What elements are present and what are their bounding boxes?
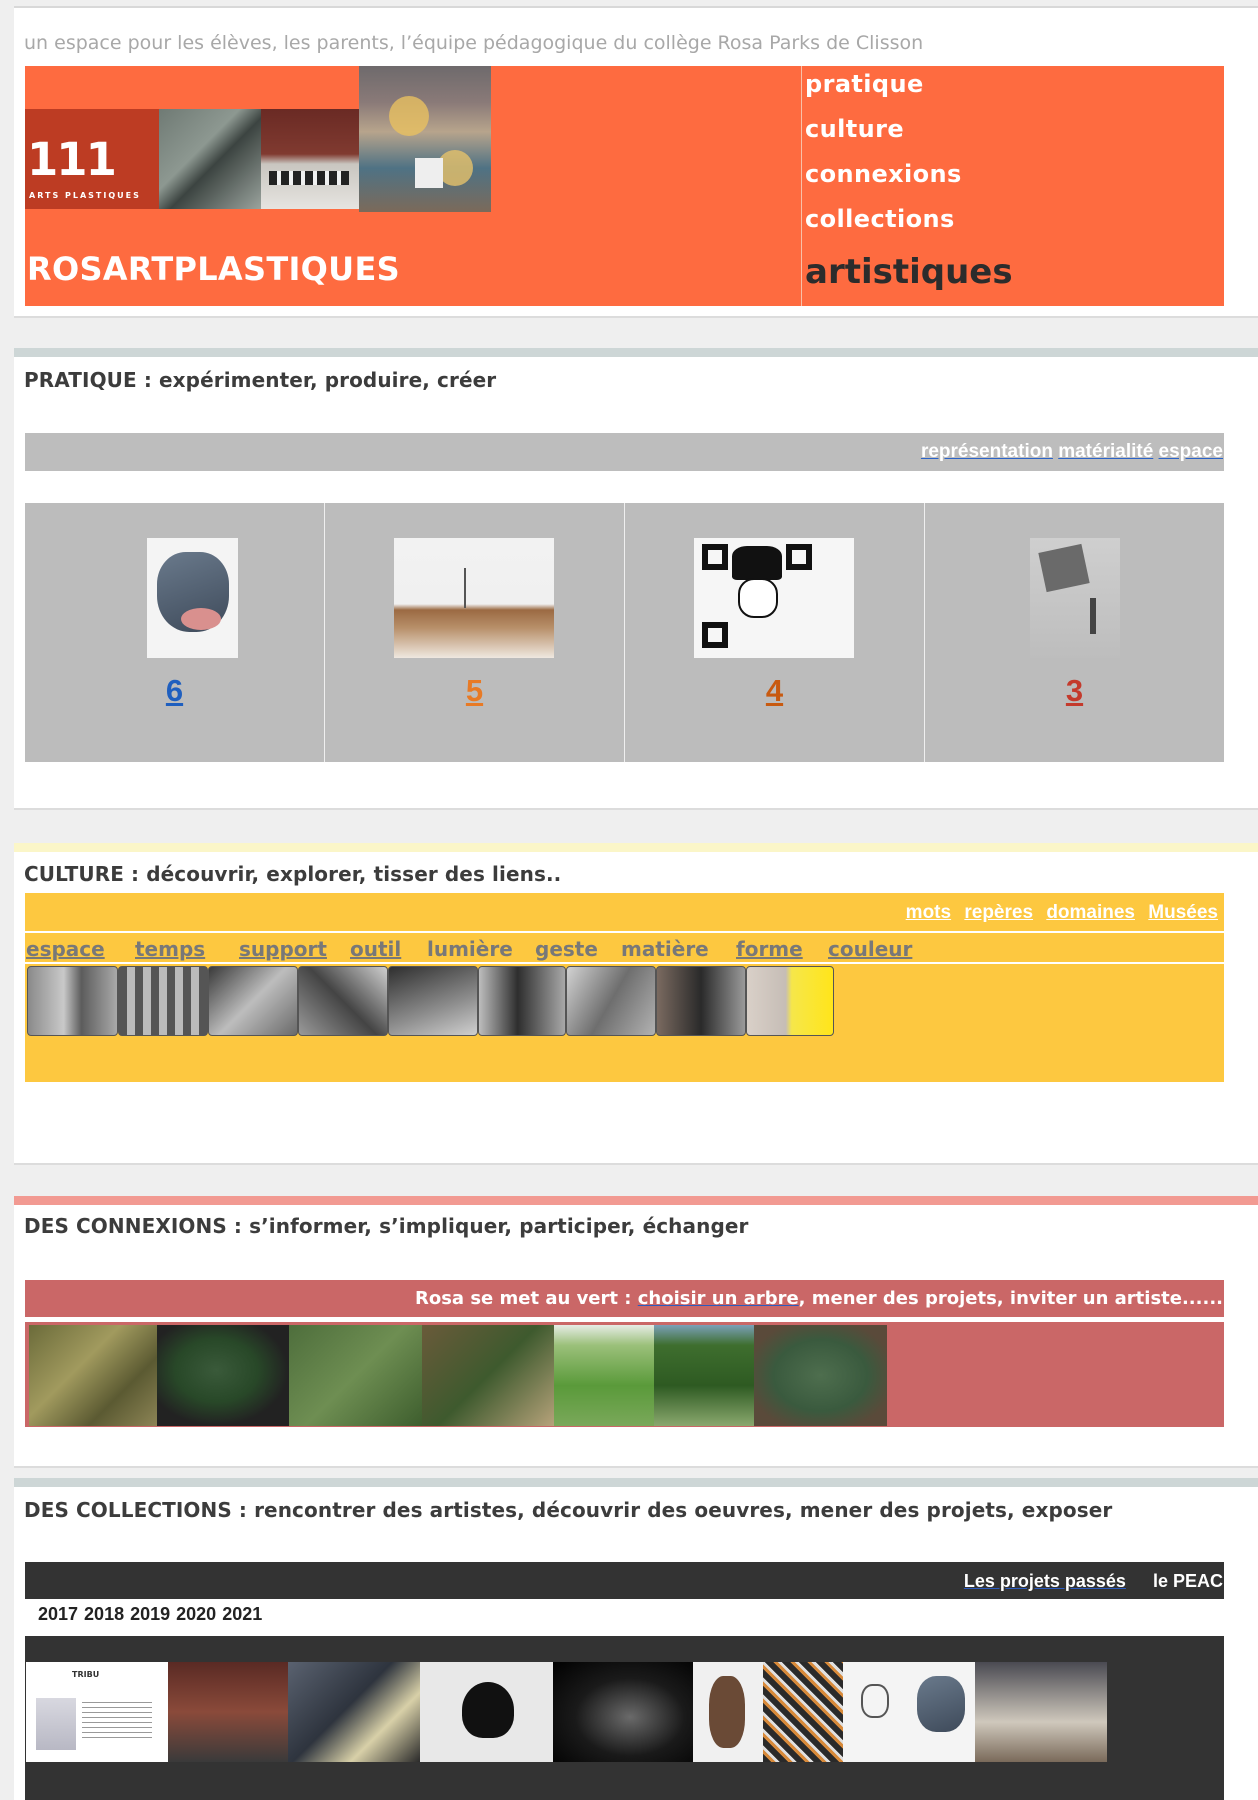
link-projets-passes[interactable]: Les projets passés <box>963 1571 1126 1591</box>
link-domaines[interactable]: domaines <box>1046 902 1136 923</box>
year-2019[interactable]: 2019 <box>130 1604 171 1624</box>
year-2021[interactable]: 2021 <box>222 1604 263 1624</box>
connexions-bar-text <box>415 1288 1223 1309</box>
logo-subtitle: ARTS PLASTIQUES <box>29 191 141 200</box>
link-musees[interactable]: Musées <box>1148 902 1218 923</box>
link-espace[interactable]: espace <box>1158 441 1223 462</box>
hero-photo-shadows <box>159 109 261 209</box>
hero-nav <box>801 66 1224 306</box>
connexions-prefix: Rosa se met au vert : <box>414 1288 638 1309</box>
cat-matiere[interactable]: matière <box>621 937 709 961</box>
photo-dog-drawing[interactable] <box>843 1662 907 1762</box>
photo-night-animal[interactable] <box>553 1662 693 1762</box>
culture-bar <box>25 893 1224 931</box>
section-title: DES COLLECTIONS : rencontrer des artistes, découvrir des oeuvres, mener des projets, exposer <box>24 1498 1113 1522</box>
hero-photo-gallery <box>261 109 359 209</box>
photo-workshop[interactable] <box>422 1325 554 1426</box>
photo-tribu-flyer[interactable] <box>26 1662 168 1762</box>
thumb-outil[interactable] <box>298 966 388 1036</box>
collections-photo-strip <box>26 1662 1107 1762</box>
level-card-3[interactable] <box>925 503 1224 762</box>
photo-lettering[interactable] <box>763 1662 843 1762</box>
link-choisir-un-arbre[interactable]: choisir un arbre <box>637 1288 799 1309</box>
photo-land-art[interactable] <box>29 1325 157 1426</box>
hero-collage[interactable] <box>25 66 800 306</box>
tribu-label: TRIBU <box>72 1670 100 1679</box>
nav-culture[interactable]: culture <box>805 115 905 143</box>
hero-banner <box>25 66 1224 306</box>
photo-exhibit-room[interactable] <box>168 1662 288 1762</box>
section-pratique <box>14 348 1258 810</box>
logo-number: 111 <box>27 133 115 186</box>
photo-wood-head[interactable] <box>693 1662 763 1762</box>
ink-drawing-image <box>1030 538 1120 658</box>
link-mots[interactable]: mots <box>905 902 952 923</box>
cat-geste[interactable]: geste <box>535 937 598 961</box>
photo-silhouette[interactable] <box>420 1662 553 1762</box>
section-band <box>14 348 1258 357</box>
thumb-lumiere[interactable] <box>388 966 478 1036</box>
thumb-couleur[interactable] <box>746 966 834 1036</box>
link-reperes[interactable]: repères <box>964 902 1034 923</box>
section-title: CULTURE : découvrir, explorer, tisser des liens.. <box>24 862 562 886</box>
level-6-link[interactable]: 6 <box>165 673 184 708</box>
link-representation[interactable]: représentation <box>920 441 1053 462</box>
level-4-link[interactable]: 4 <box>765 673 784 708</box>
year-2020[interactable]: 2020 <box>176 1604 217 1624</box>
cat-forme[interactable]: forme <box>736 937 803 961</box>
photo-tree-2[interactable] <box>654 1325 754 1426</box>
photo-model-chess[interactable] <box>289 1325 422 1426</box>
thumb-temps[interactable] <box>118 966 208 1036</box>
sculpture-image <box>394 538 554 658</box>
culture-thumb-strip <box>27 966 834 1036</box>
connexions-photo-strip <box>29 1325 887 1426</box>
connexions-gallery <box>25 1322 1224 1427</box>
site-tagline: un espace pour les élèves, les parents, l’équipe pédagogique du collège Rosa Parks de Clisson <box>24 32 924 54</box>
year-2018[interactable]: 2018 <box>84 1604 125 1624</box>
photo-wolf-mask[interactable] <box>907 1662 975 1762</box>
section-band <box>14 843 1258 852</box>
cat-temps[interactable]: temps <box>135 937 206 961</box>
section-connexions <box>14 1196 1258 1468</box>
pratique-bar <box>25 433 1224 471</box>
culture-thumbs-area <box>25 964 1224 1082</box>
connexions-suffix: , mener des projets, inviter un artiste...... <box>798 1288 1223 1309</box>
nav-pratique[interactable]: pratique <box>805 70 924 98</box>
section-title: DES CONNEXIONS : s’informer, s’impliquer, participer, échanger <box>24 1214 749 1238</box>
level-card-6[interactable] <box>25 503 325 762</box>
qr-drawing-image <box>694 538 854 658</box>
collections-gallery <box>25 1636 1224 1800</box>
section-collections <box>14 1478 1258 1800</box>
culture-links <box>898 902 1218 924</box>
section-band <box>14 1196 1258 1205</box>
nav-artistiques: artistiques <box>805 252 1013 292</box>
level-card-4[interactable] <box>625 503 925 762</box>
cat-couleur[interactable]: couleur <box>828 937 913 961</box>
year-2017[interactable]: 2017 <box>38 1604 79 1624</box>
site-header <box>14 6 1258 318</box>
connexions-bar <box>25 1280 1224 1317</box>
photo-exhibit-wall[interactable] <box>975 1662 1107 1762</box>
level-grid <box>25 503 1224 762</box>
site-brand[interactable]: ROSARTPLASTIQUES <box>27 250 400 288</box>
photo-model-table[interactable] <box>754 1325 887 1426</box>
photo-model-circle[interactable] <box>157 1325 289 1426</box>
section-band <box>14 1478 1258 1487</box>
cat-lumiere[interactable]: lumière <box>427 937 513 961</box>
link-materialite[interactable]: matérialité <box>1058 441 1154 462</box>
culture-categories <box>25 933 1224 962</box>
level-5-link[interactable]: 5 <box>465 673 484 708</box>
section-culture <box>14 843 1258 1165</box>
cat-espace[interactable]: espace <box>26 937 105 961</box>
cat-support[interactable]: support <box>239 937 327 961</box>
collections-bar <box>25 1562 1224 1599</box>
nav-connexions[interactable]: connexions <box>805 160 962 188</box>
thumb-forme[interactable] <box>656 966 746 1036</box>
hero-photo-exhibition <box>359 66 491 212</box>
cat-outil[interactable]: outil <box>350 937 402 961</box>
logo-111 <box>25 109 159 209</box>
nav-collections[interactable]: collections <box>805 205 955 233</box>
thumb-espace[interactable] <box>27 966 118 1036</box>
thumb-matiere[interactable] <box>566 966 656 1036</box>
section-title: PRATIQUE : expérimenter, produire, créer <box>24 368 497 392</box>
link-peac[interactable]: le PEAC <box>1152 1571 1223 1591</box>
photo-tree-1[interactable] <box>554 1325 654 1426</box>
thumb-support[interactable] <box>208 966 298 1036</box>
photo-visitors[interactable] <box>288 1662 420 1762</box>
wolf-mask-image <box>147 538 238 658</box>
year-links <box>38 1604 268 1625</box>
pratique-links <box>921 441 1223 463</box>
level-3-link[interactable]: 3 <box>1065 673 1084 708</box>
thumb-geste[interactable] <box>478 966 566 1036</box>
level-card-5[interactable] <box>325 503 625 762</box>
collections-links <box>964 1571 1223 1592</box>
